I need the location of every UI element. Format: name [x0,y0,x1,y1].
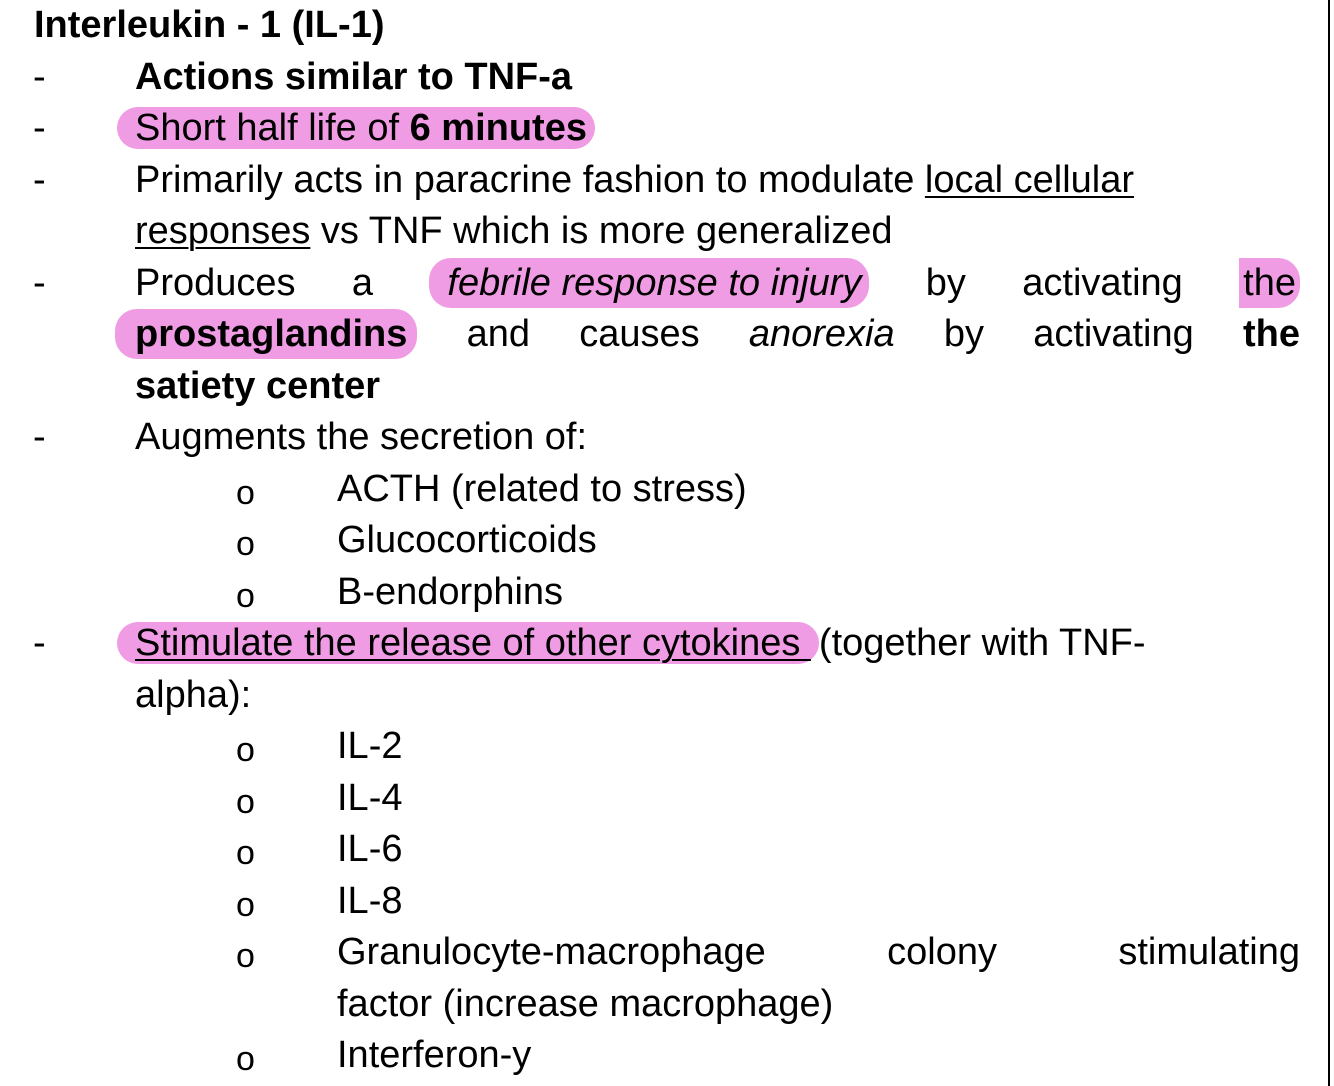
febrile-italic: anorexia [748,313,895,355]
paracrine-underline: local cellular [924,159,1135,201]
sub-item: IL-6 [337,828,403,870]
dash-bullet: - [33,416,46,458]
highlight [117,107,595,149]
paracrine-text-2: vs TNF which is more generalized [310,210,893,252]
circle-bullet: o [236,525,255,563]
item-febrile-line1 [135,258,1300,308]
sub-item: ACTH (related to stress) [337,468,747,510]
febrile-bold: the [1242,313,1300,355]
sub-item: IL-8 [337,880,403,922]
circle-bullet: o [236,783,255,821]
febrile-word: Produces [135,262,296,304]
dash-bullet: - [33,262,46,304]
febrile-word: activating [1022,262,1183,304]
febrile-word: activating [1033,313,1194,355]
item-stimulate-line1 [135,618,1300,668]
item-half-life [135,103,1300,153]
circle-bullet: o [236,834,255,872]
paracrine-text: Primarily acts in paracrine fashion to modulate [135,159,925,201]
febrile-word: by [925,262,966,304]
paracrine-underline-2: responses [135,210,311,252]
half-life-text: Short half life of [135,107,410,149]
febrile-word: by [943,313,984,355]
gmcsf-word: Granulocyte-macrophage [337,931,766,973]
prostaglandins-highlight: prostaglandins [115,309,417,359]
page-right-border [1328,0,1330,1086]
item-febrile-line2 [135,309,1300,359]
sub-item: Glucocorticoids [337,519,597,561]
item-augments: Augments the secretion of: [135,416,588,458]
sub-item-gmcsf-line2: factor (increase macrophage) [337,983,834,1025]
febrile-word: a [351,262,374,304]
febrile-word-highlight: the [1239,258,1300,308]
heading-title: Interleukin - 1 (IL-1) [34,4,385,46]
item-actions: Actions similar to TNF-a [135,56,573,98]
item-paracrine-line2 [135,206,1300,256]
item-paracrine-line1 [135,155,1300,205]
half-life-bold: 6 minutes [409,107,587,149]
sub-item: IL-4 [337,777,403,819]
sub-item: B-endorphins [337,571,564,613]
item-stimulate-line2: alpha): [135,674,252,716]
item-febrile-line3: satiety center [135,365,381,407]
sub-item: Interferon-y [337,1034,532,1076]
dash-bullet: - [33,56,46,98]
circle-bullet: o [236,474,255,512]
stimulate-text: (together with TNF- [818,622,1146,664]
circle-bullet: o [236,937,255,975]
circle-bullet: o [236,886,255,924]
gmcsf-word: stimulating [1118,931,1300,973]
dash-bullet: - [33,622,46,664]
dash-bullet: - [33,159,46,201]
febrile-word: and [466,313,530,355]
circle-bullet: o [236,1040,255,1078]
circle-bullet: o [236,731,255,769]
febrile-word: causes [579,313,700,355]
circle-bullet: o [236,577,255,615]
gmcsf-word: colony [887,931,997,973]
stimulate-highlight: Stimulate the release of other cytokines [117,622,819,664]
febrile-highlight: febrile response to injury [429,258,869,308]
sub-item-gmcsf-line1 [337,927,1300,977]
sub-item: IL-2 [337,725,403,767]
dash-bullet: - [33,107,46,149]
